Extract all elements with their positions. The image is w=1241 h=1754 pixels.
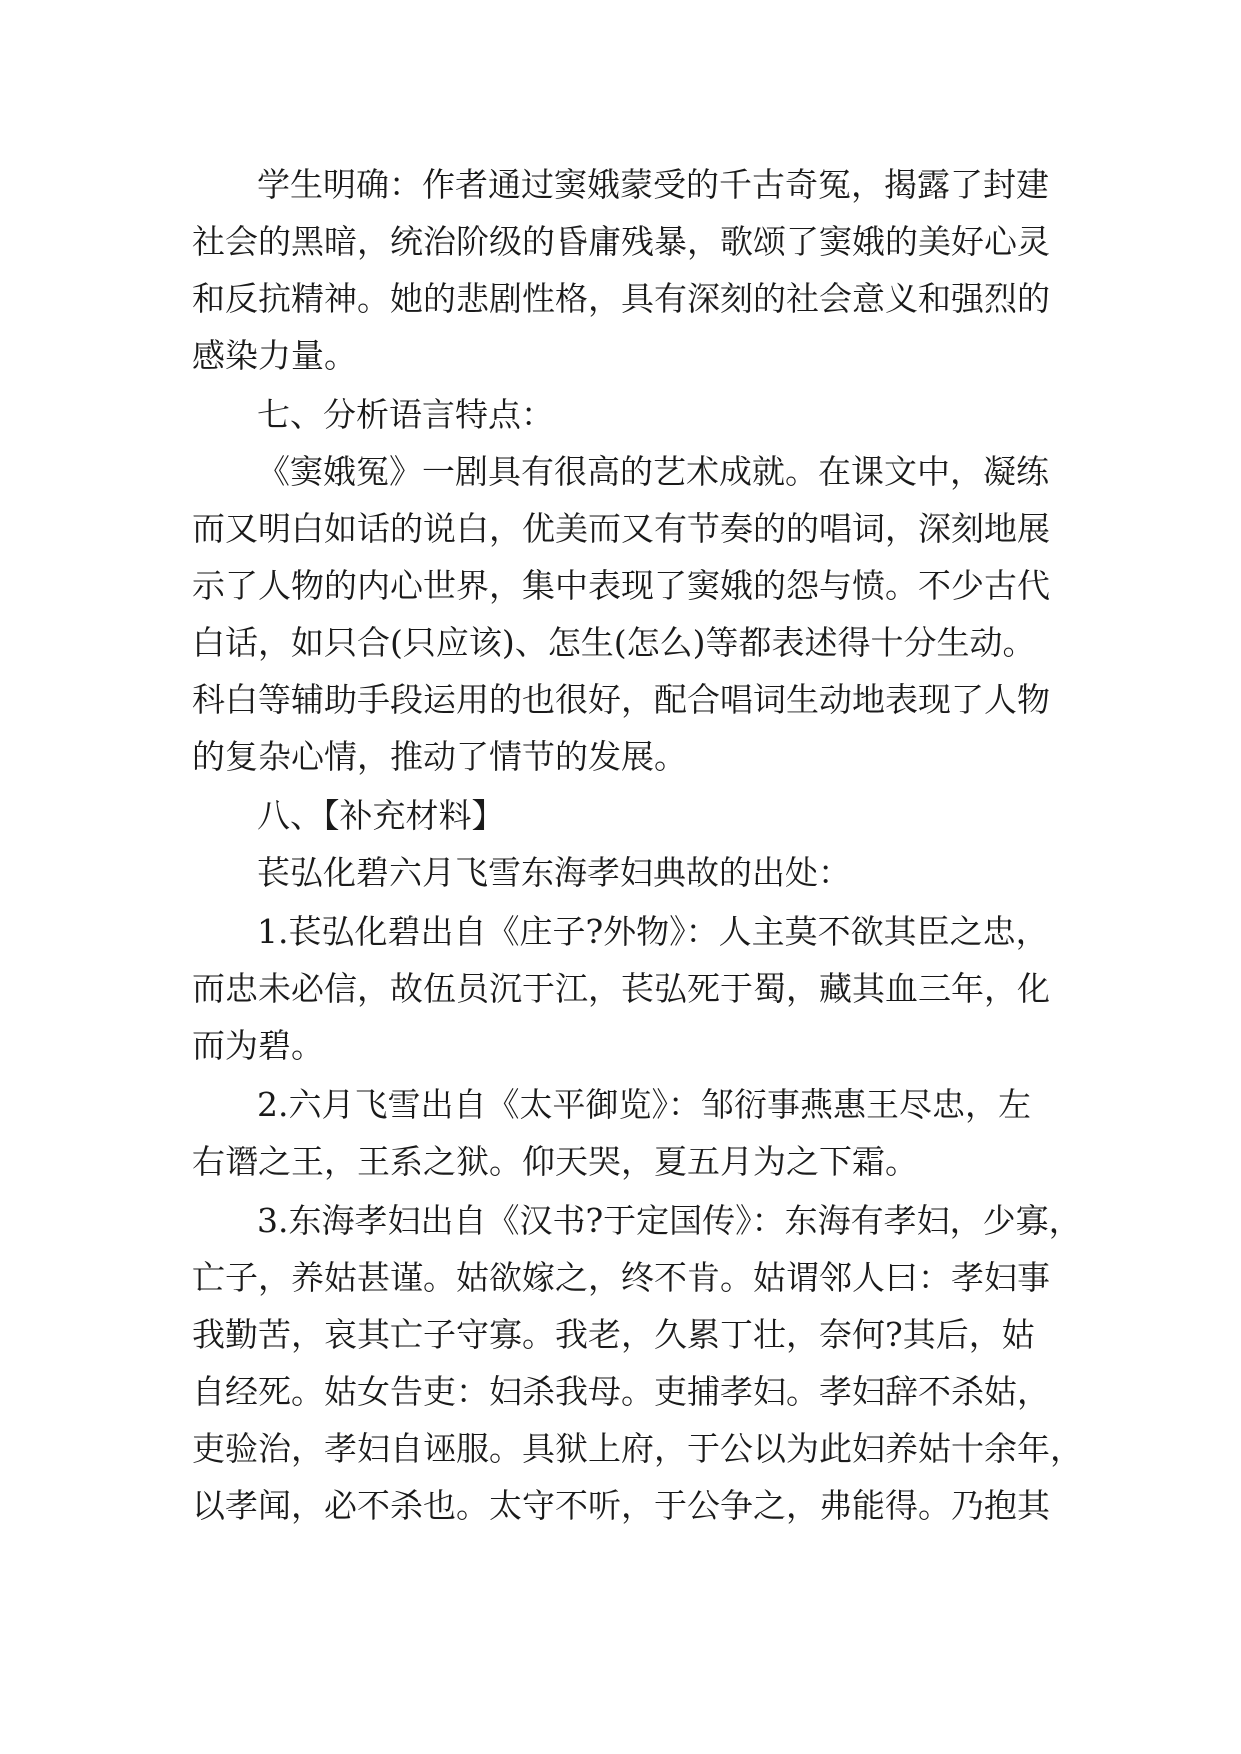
text-line-1: 学生明确：作者通过窦娥蒙受的千古奇冤，揭露了封建 bbox=[257, 165, 1049, 204]
text-line-9: 白话，如只合(只应该)、怎生(怎么)等都表述得十分生动。 bbox=[192, 623, 1036, 662]
text-line-24: 以孝闻，必不杀也。太守不听，于公争之，弗能得。乃抱其 bbox=[192, 1486, 1050, 1525]
text-line-8: 示了人物的内心世界，集中表现了窦娥的怨与愤。不少古代 bbox=[192, 566, 1050, 605]
text-line-7: 而又明白如话的说白，优美而又有节奏的的唱词，深刻地展 bbox=[192, 509, 1050, 548]
text-line-13: 苌弘化碧六月飞雪东海孝妇典故的出处： bbox=[257, 853, 851, 892]
text-line-16: 而为碧。 bbox=[192, 1026, 324, 1065]
section-heading-8: 八、【补充材料】 bbox=[257, 796, 505, 835]
text-line-20: 亡子，养姑甚谨。姑欲嫁之，终不肯。姑谓邻人曰：孝妇事 bbox=[192, 1258, 1050, 1297]
text-line-14: 1.苌弘化碧出自《庄子?外物》：人主莫不欲其臣之忠， bbox=[257, 912, 1049, 951]
text-line-17: 2.六月飞雪出自《太平御览》：邹衍事燕惠王尽忠，左 bbox=[257, 1085, 1031, 1124]
text-line-18: 右谮之王，王系之狱。仰天哭，夏五月为之下霜。 bbox=[192, 1142, 918, 1181]
text-line-4: 感染力量。 bbox=[192, 336, 357, 375]
text-line-2: 社会的黑暗，统治阶级的昏庸残暴，歌颂了窦娥的美好心灵 bbox=[192, 222, 1050, 261]
section-heading-7: 七、分析语言特点： bbox=[257, 395, 554, 434]
text-line-19: 3.东海孝妇出自《汉书?于定国传》：东海有孝妇，少寡， bbox=[257, 1201, 1082, 1240]
text-line-21: 我勤苦，哀其亡子守寡。我老，久累丁壮，奈何?其后，姑 bbox=[192, 1315, 1035, 1354]
text-line-23: 吏验治，孝妇自诬服。具狱上府，于公以为此妇养姑十余年， bbox=[192, 1429, 1083, 1468]
text-line-3: 和反抗精神。她的悲剧性格，具有深刻的社会意义和强烈的 bbox=[192, 279, 1050, 318]
text-line-15: 而忠未必信，故伍员沉于江，苌弘死于蜀，藏其血三年，化 bbox=[192, 969, 1050, 1008]
text-line-22: 自经死。姑女告吏：妇杀我母。吏捕孝妇。孝妇辞不杀姑， bbox=[192, 1372, 1050, 1411]
text-line-10: 科白等辅助手段运用的也很好，配合唱词生动地表现了人物 bbox=[192, 680, 1050, 719]
text-line-11: 的复杂心情，推动了情节的发展。 bbox=[192, 737, 687, 776]
text-line-6: 《窦娥冤》一剧具有很高的艺术成就。在课文中，凝练 bbox=[257, 452, 1049, 491]
